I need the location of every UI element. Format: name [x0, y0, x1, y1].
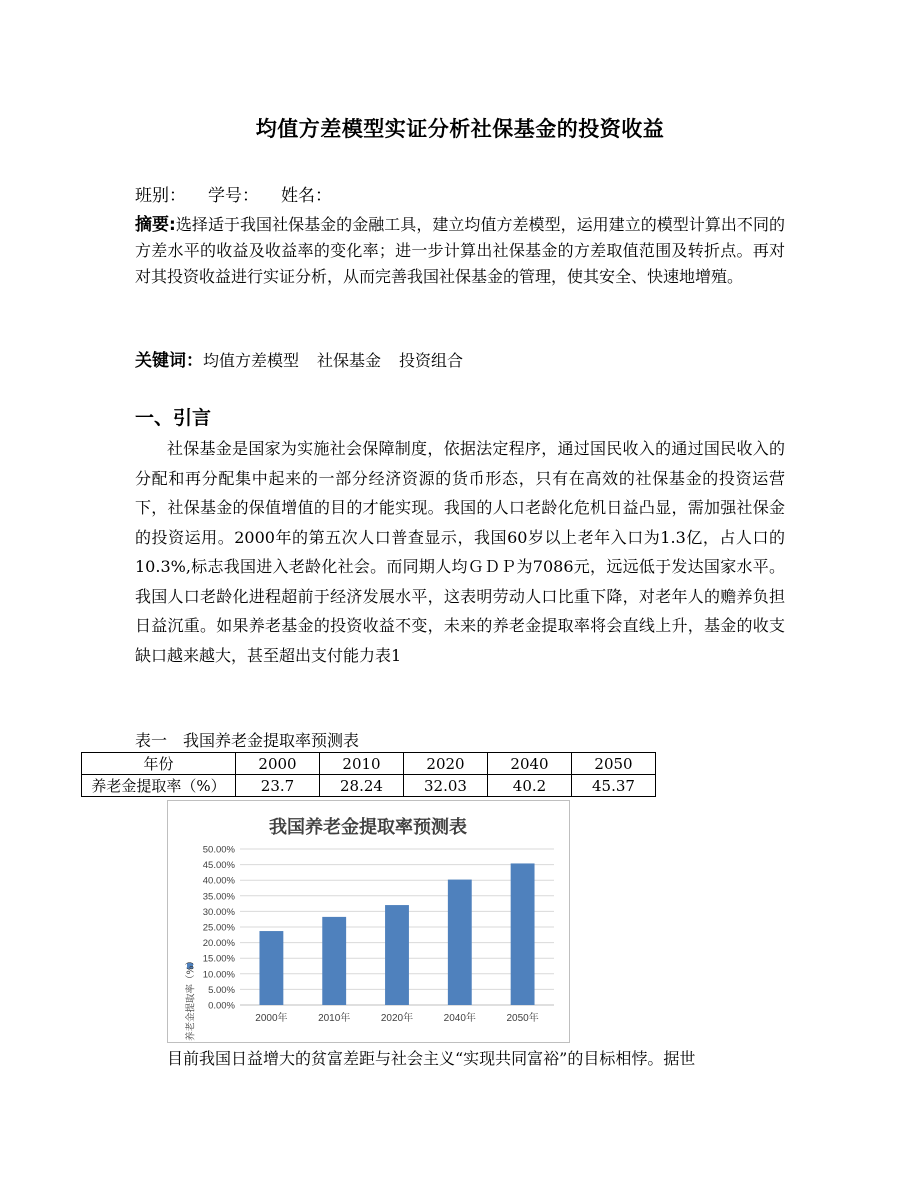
- x-tick-label: 2040年: [443, 1013, 476, 1024]
- abstract: [135, 212, 785, 290]
- x-tick-label: 2020年: [380, 1013, 414, 1024]
- y-tick-label: 35.00%: [202, 891, 235, 903]
- forecast-table: [81, 752, 656, 797]
- bar-chart-svg: [168, 801, 569, 1042]
- table-header-cell: 2020: [404, 753, 488, 775]
- y-tick-label: 40.00%: [202, 875, 235, 887]
- y-tick-label: 25.00%: [202, 922, 235, 934]
- x-tick-label: 2000年: [255, 1013, 288, 1024]
- chart-title: 我国养老金提取率预测表: [269, 817, 467, 838]
- keywords-label: 关键词：: [135, 351, 203, 371]
- y-tick-label: 0.00%: [208, 1000, 235, 1012]
- table-cell: 32.03: [404, 775, 488, 797]
- table-header-cell: 2040: [488, 753, 572, 775]
- y-axis-label: 养老金提取率（%）: [185, 956, 197, 1042]
- x-tick-label: 2050年: [506, 1013, 539, 1024]
- abstract-label: 摘要:: [135, 215, 176, 235]
- table-cell: 40.2: [488, 775, 572, 797]
- bar: [511, 863, 535, 1005]
- y-tick-label: 5.00%: [208, 984, 235, 996]
- table-cell: 23.7: [236, 775, 320, 797]
- table-header-cell: 2000: [236, 753, 320, 775]
- bar: [448, 880, 472, 1005]
- name-label: 姓名：: [281, 186, 332, 206]
- section-heading: 一、引言: [135, 407, 212, 429]
- keyword-item: 均值方差模型: [203, 351, 300, 370]
- table-header-cell: 2050: [572, 753, 656, 775]
- section-paragraph: 社保基金是国家为实施社会保障制度，依据法定程序，通过国民收入的通过国民收入的分配和再分配集中起来的一部分经济资源的货币形态，只有在高效的社保基金的投资运营下，社保基金的保值增值的目的才能实现。我国的人口老龄化危机日益凸显，需加强社保金的投资运用。2000年的第五次人口普查显示，我国60岁以上老年入口为1.3亿，占人口的10.3%,标志我国进入老龄化社会。而同期人均ＧＤＰ为7086元，远远低于发达国家水平。我国人口老龄化进程超前于经济发展水平，这表明劳动人口比重下降，对老年人的赡养负担日益沉重。如果养老基金的投资收益不变，未来的养老金提取率将会直线上升，基金的收支缺口越来越大，甚至超出支付能力表1: [135, 439, 785, 665]
- y-tick-label: 50.00%: [202, 844, 235, 856]
- table-header-cell: 2010: [320, 753, 404, 775]
- y-tick-label: 20.00%: [202, 938, 235, 950]
- y-tick-label: 30.00%: [202, 906, 235, 918]
- table-header-cell: 年份: [82, 753, 236, 775]
- bar: [259, 931, 283, 1005]
- table-row: [82, 775, 656, 797]
- paper-title: 均值方差模型实证分析社保基金的投资收益: [255, 117, 665, 141]
- author-meta: [135, 181, 354, 206]
- y-tick-label: 15.00%: [202, 953, 235, 965]
- table-cell: 养老金提取率（%）: [82, 775, 236, 797]
- bar: [385, 905, 409, 1005]
- y-tick-label: 10.00%: [202, 969, 235, 981]
- keywords: [135, 346, 481, 371]
- x-tick-label: 2010年: [318, 1013, 351, 1024]
- keyword-item: 社保基金: [317, 351, 382, 370]
- bar-chart: [167, 800, 570, 1043]
- table-header-row: [82, 753, 656, 775]
- class-label: 班别：: [135, 186, 186, 206]
- abstract-text: 选择适于我国社保基金的金融工具，建立均值方差模型，运用建立的模型计算出不同的方差水平的收益及收益率的变化率；进一步计算出社保基金的方差取值范围及转折点。再对对其投资收益进行实证分析，从而完善我国社保基金的管理，使其安全、快速地增殖。: [135, 215, 785, 286]
- table-caption: 表一 我国养老金提取率预测表: [135, 731, 360, 750]
- table-cell: 45.37: [572, 775, 656, 797]
- table-cell: 28.24: [320, 775, 404, 797]
- tail-paragraph: 目前我国日益增大的贫富差距与社会主义“实现共同富裕”的目标相悖。据世: [167, 1049, 696, 1068]
- keyword-item: 投资组合: [399, 351, 464, 370]
- y-tick-label: 45.00%: [202, 860, 235, 872]
- bar: [322, 917, 346, 1005]
- student-id-label: 学号：: [208, 186, 259, 206]
